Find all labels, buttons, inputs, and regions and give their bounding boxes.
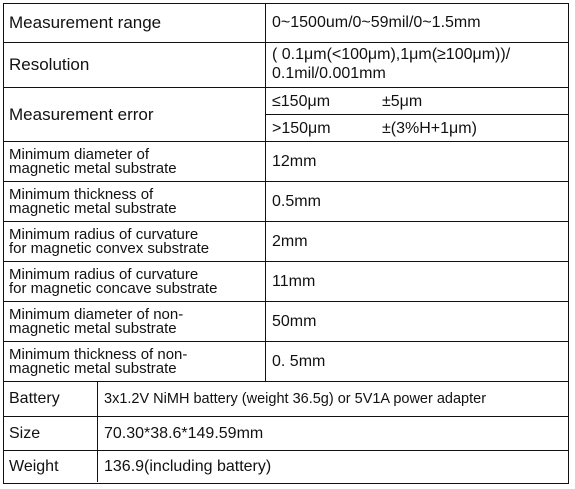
row-label: Minimum diameter of magnetic metal substrate [4,142,266,181]
row-label: Minimum thickness of magnetic metal substrate [4,182,266,221]
row-label: Minimum thickness of non- magnetic metal substrate [4,342,266,381]
row-label: Weight [4,451,98,482]
row-label: Minimum radius of curvature for magnetic convex substrate [4,222,266,261]
row-value: 136.9(including battery) [104,457,272,475]
row-value: 50mm [272,312,317,330]
row-value: 0. 5mm [272,352,326,370]
divider [266,114,568,115]
row-value: 3x1.2V NiMH battery (weight 36.5g) or 5V1A power adapter [104,391,487,407]
table-row [4,43,568,88]
table-row [4,302,568,342]
error-range: ≤150μm [272,92,331,110]
error-value: ±5μm [382,92,423,110]
error-range: >150μm [272,119,331,137]
row-value: 2mm [272,232,308,250]
row-value: 0~1500um/0~59mil/0~1.5mm [272,14,481,31]
row-label: Minimum radius of curvature for magnetic concave substrate [4,262,266,301]
row-value [266,43,568,87]
table-row [4,262,568,302]
spec-table [3,3,569,484]
row-value: 11mm [272,272,316,290]
row-label: Minimum diameter of non- magnetic metal substrate [4,302,266,341]
row-label: Measurement range [4,4,266,42]
error-value: ±(3%H+1μm) [382,119,477,137]
table-row [4,222,568,262]
table-row [4,4,568,43]
row-label: Measurement error [4,88,266,141]
error-subrow [266,115,568,141]
error-subrow [266,88,568,115]
table-row [4,417,568,451]
row-value-line: ( 0.1μm(<100μm),1μm(≥100μm))/ [272,46,511,63]
table-row [4,382,568,417]
table-row [4,88,568,142]
row-label: Battery [4,382,98,416]
table-row [4,142,568,182]
table-row [4,451,568,482]
row-value: 12mm [272,152,317,170]
table-row [4,182,568,222]
row-value-line: 0.1mil/0.001mm [272,65,386,82]
row-value: 70.30*38.6*149.59mm [104,424,264,442]
row-value: 0.5mm [272,192,321,210]
row-label: Size [4,417,98,450]
table-row [4,342,568,382]
row-label: Resolution [4,43,266,87]
